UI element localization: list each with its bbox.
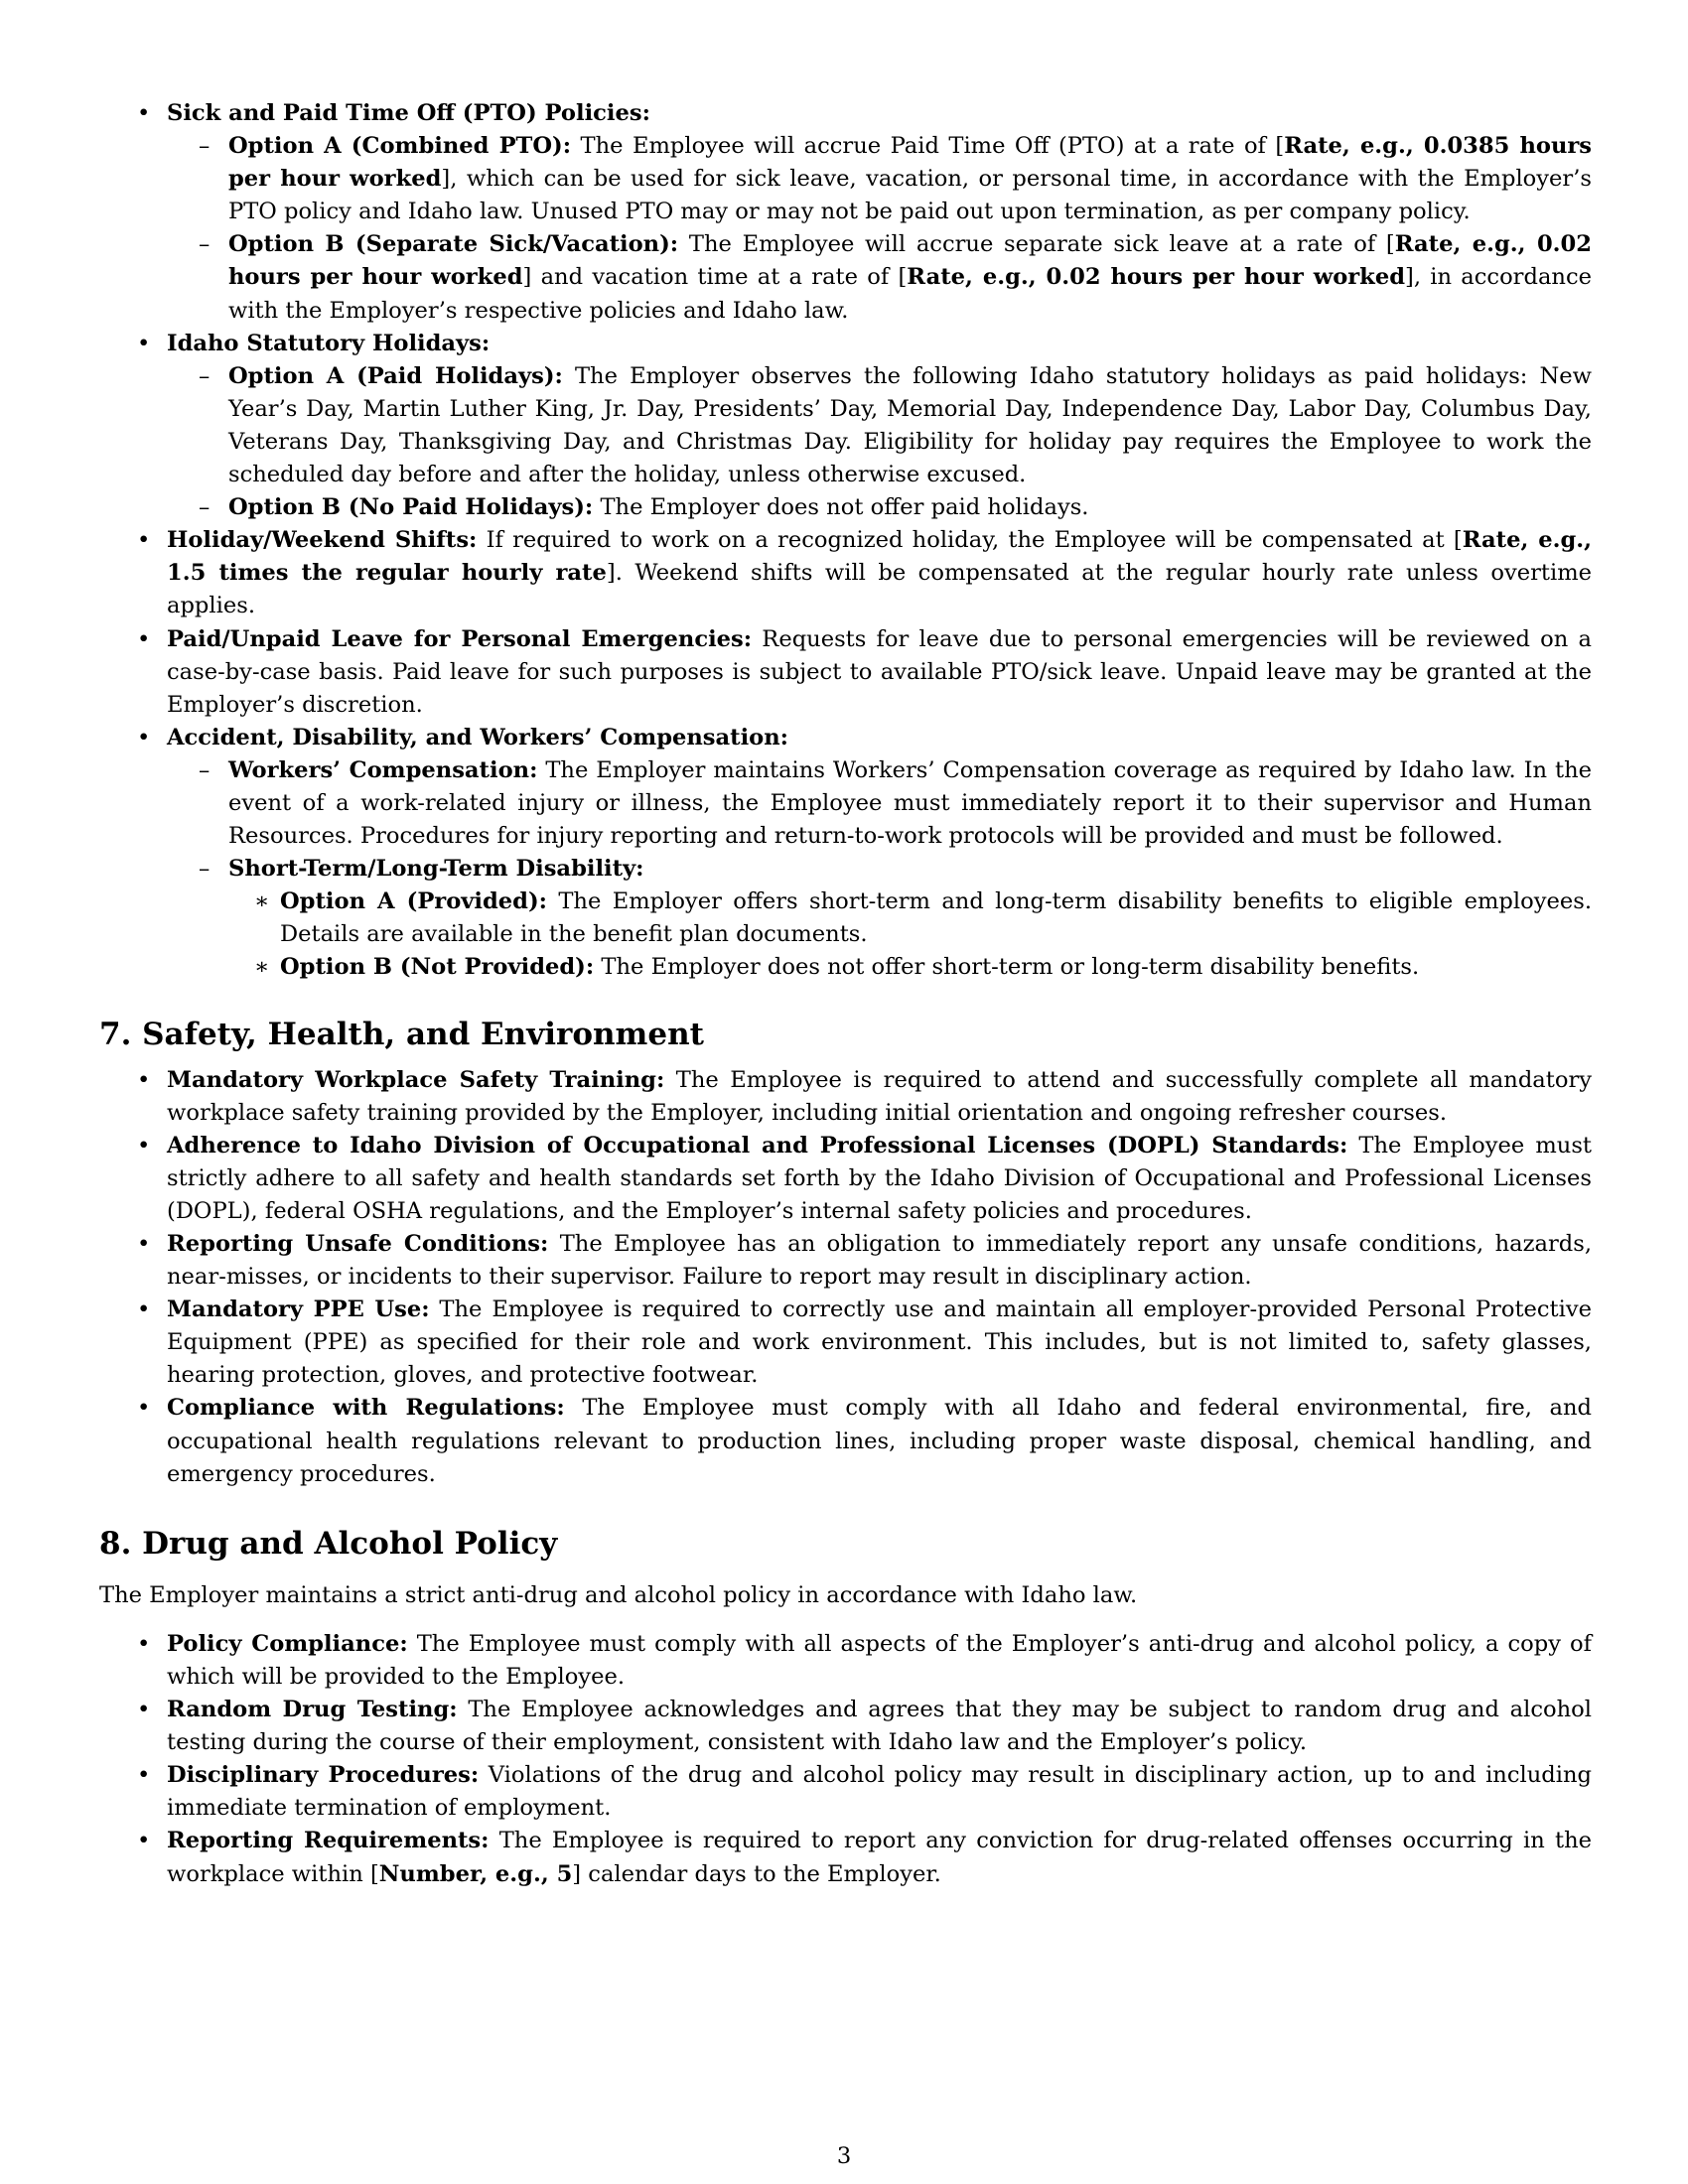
holidays-option-a: – Option A (Paid Holidays): The Employer observes the following Idaho statutory holidays as paid holidays: New Year’s Day, Martin Luther King, Jr. Day, Presidents’ Day, Memorial Day, Independence Day, Labor Day, Columbus Day, Veterans Day, Thanksgiving Day, and Christmas Day. Eligibility for holiday pay requires the Employee to work the scheduled day before and after the holiday, unless otherwise excused.: [167, 360, 1592, 491]
holidays-title: Idaho Statutory Holidays:: [167, 330, 491, 356]
benefits-list: [99, 97, 1592, 985]
pto-title: Sick and Paid Time Off (PTO) Policies:: [167, 100, 650, 126]
disability-option-b: ∗ Option B (Not Provided): The Employer does not offer short-term or long-term disability benefits.: [228, 951, 1592, 984]
list-item: • Policy Compliance: The Employee must comply with all aspects of the Employer’s anti-drug and alcohol policy, a copy of which will be provided to the Employee.: [99, 1628, 1592, 1694]
list-item: • Reporting Unsafe Conditions: The Employee has an obligation to immediately report any unsafe conditions, hazards, near-misses, or incidents to their supervisor. Failure to report may result in disciplinary action.: [99, 1228, 1592, 1294]
accident-title: Accident, Disability, and Workers’ Compensation:: [167, 724, 789, 751]
list-item-accident: [99, 722, 1592, 985]
pto-option-a: – Option A (Combined PTO): The Employee will accrue Paid Time Off (PTO) at a rate of [Rate, e.g., 0.0385 hours per hour worked], which can be used for sick leave, vacation, or personal time, in accordance with the Employer’s PTO policy and Idaho law. Unused PTO may or may not be paid out upon termination, as per company policy.: [167, 130, 1592, 228]
section-7-heading: 7. Safety, Health, and Environment: [99, 1016, 704, 1052]
list-item: • Random Drug Testing: The Employee acknowledges and agrees that they may be subject to random drug and alcohol testing during the course of their employment, consistent with Idaho law and the Employer’s policy.: [99, 1694, 1592, 1759]
list-item-holidays: [99, 328, 1592, 525]
list-item-shifts: • Holiday/Weekend Shifts: If required to work on a recognized holiday, the Employee will be compensated at [Rate, e.g., 1.5 times the regular hourly rate]. Weekend shifts will be compensated at the regular hourly rate unless overtime applies.: [99, 524, 1592, 622]
list-item-emergency: • Paid/Unpaid Leave for Personal Emergencies: Requests for leave due to personal emergencies will be reviewed on a case-by-case basis. Paid leave for such purposes is subject to available PTO/sick leave. Unpaid leave may be granted at the Employer’s discretion.: [99, 623, 1592, 722]
section-8-heading: 8. Drug and Alcohol Policy: [99, 1525, 558, 1562]
workers-compensation: – Workers’ Compensation: The Employer maintains Workers’ Compensation coverage as required by Idaho law. In the event of a work-related injury or illness, the Employee must immediately report it to their supervisor and Human Resources. Procedures for injury reporting and return-to-work protocols will be provided and must be followed.: [167, 754, 1592, 853]
section-8-list: [99, 1628, 1592, 1891]
holidays-option-b: – Option B (No Paid Holidays): The Employer does not offer paid holidays.: [167, 491, 1592, 524]
section-8-intro: The Employer maintains a strict anti-drug and alcohol policy in accordance with Idaho law.: [99, 1581, 1138, 1608]
disability-option-a: ∗ Option A (Provided): The Employer offers short-term and long-term disability benefits to eligible employees. Details are available in the benefit plan documents.: [228, 886, 1592, 951]
disability: – Short-Term/Long-Term Disability: ∗ Option A (Provided): The Employer offers short-term and long-term disability benefits to eligible employees. Details are available in the benefit plan documents. ∗ Option B (Not Provided): The Employer does not offer short-term or long-term disability benefits.: [167, 853, 1592, 984]
list-item: • Mandatory Workplace Safety Training: The Employee is required to attend and successfully complete all mandatory workplace safety training provided by the Employer, including initial orientation and ongoing refresher courses.: [99, 1064, 1592, 1130]
list-item-pto: [99, 97, 1592, 328]
list-item: • Adherence to Idaho Division of Occupational and Professional Licenses (DOPL) Standards: The Employee must strictly adhere to all safety and health standards set forth by the Idaho Division of Occupational and Professional Licenses (DOPL), federal OSHA regulations, and the Employer’s internal safety policies and procedures.: [99, 1130, 1592, 1228]
pto-option-b: – Option B (Separate Sick/Vacation): The Employee will accrue separate sick leave at a rate of [Rate, e.g., 0.02 hours per hour worked] and vacation time at a rate of [Rate, e.g., 0.02 hours per hour worked], in accordance with the Employer’s respective policies and Idaho law.: [167, 228, 1592, 327]
list-item-reporting: • Reporting Requirements: The Employee is required to report any conviction for drug-related offenses occurring in the workplace within [Number, e.g., 5] calendar days to the Employer.: [99, 1825, 1592, 1890]
list-item: • Compliance with Regulations: The Employee must comply with all Idaho and federal environmental, fire, and occupational health regulations relevant to production lines, including proper waste disposal, chemical handling, and emergency procedures.: [99, 1392, 1592, 1490]
page-number: 3: [836, 2143, 852, 2169]
document-page: [99, 97, 1592, 1891]
list-item: • Mandatory PPE Use: The Employee is required to correctly use and maintain all employer-provided Personal Protective Equipment (PPE) as specified for their role and work environment. This includes, but is not limited to, safety glasses, hearing protection, gloves, and protective footwear.: [99, 1294, 1592, 1392]
list-item: • Disciplinary Procedures: Violations of the drug and alcohol policy may result in disciplinary action, up to and including immediate termination of employment.: [99, 1759, 1592, 1825]
section-7-list: [99, 1064, 1592, 1491]
